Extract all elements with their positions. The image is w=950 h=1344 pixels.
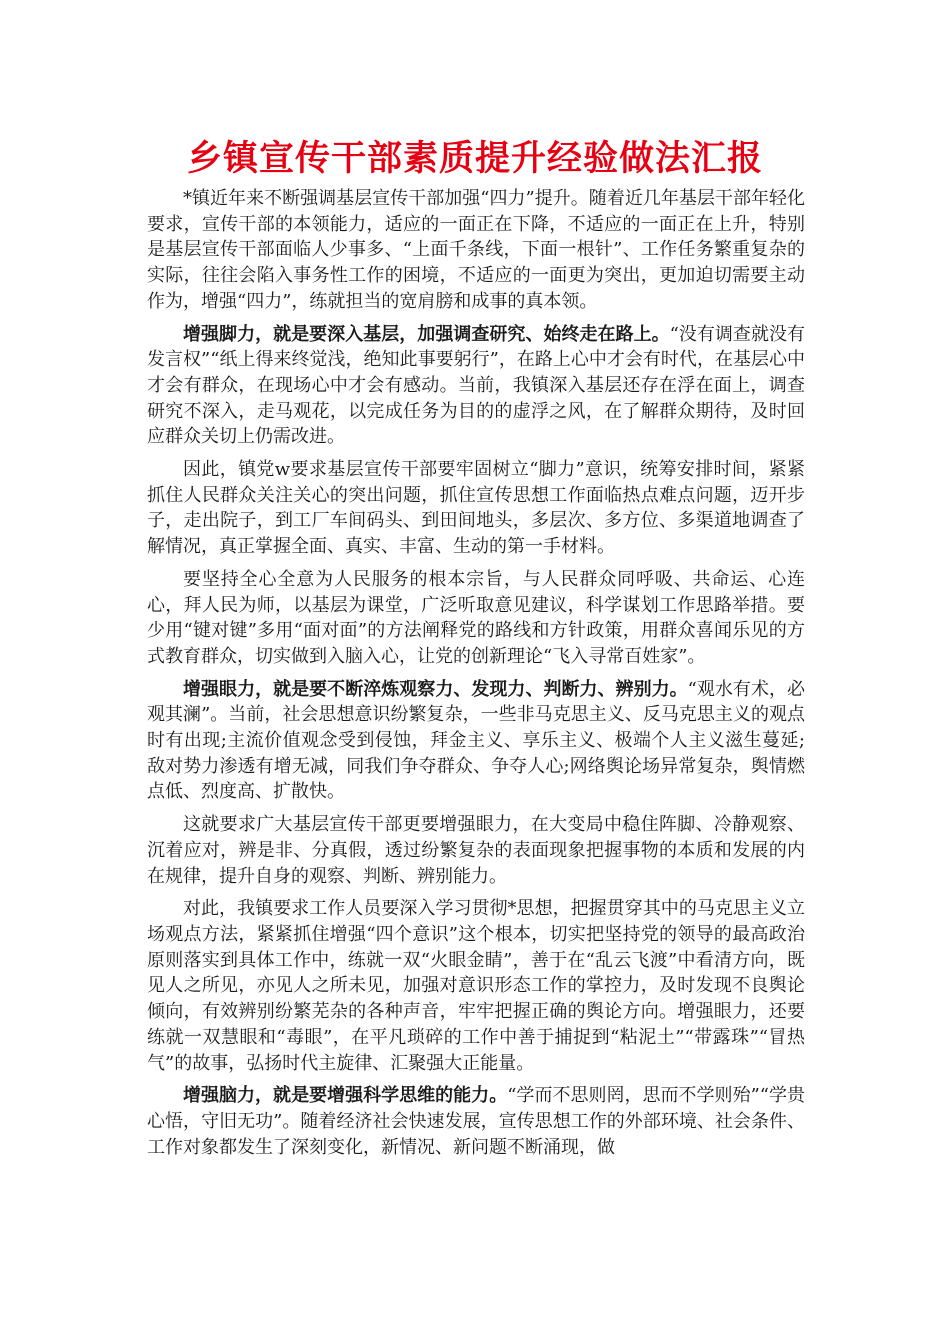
paragraph	[147, 186, 805, 315]
document-title: 乡镇宣传干部素质提升经验做法汇报	[186, 138, 763, 179]
paragraph	[147, 1083, 805, 1160]
paragraph-text: *镇近年来不断强调基层宣传干部加强“四力”提升。随着近几年基层干部年轻化要求，宣传干部的本领能力，适应的一面正在下降，不适应的一面正在上升，特别是基层宣传干部面临人少事多、“上面千条线，下面一根针”、工作任务繁重复杂的实际，往往会陷入事务性工作的困境，不适应的一面更为突出，更加迫切需要主动作为，增强“四力”，练就担当的宽肩膀和成事的真本领。	[147, 188, 805, 312]
paragraph-lead-sentence: 增强脑力，就是要增强科学思维的能力。	[183, 1085, 508, 1107]
document-body	[147, 186, 805, 1167]
paragraph-lead-sentence: 增强脚力，就是要深入基层，加强调查研究、始终走在路上。	[183, 323, 670, 345]
paragraph	[147, 677, 805, 806]
paragraph-text: “观水有术，必观其澜”。当前，社会思想意识纷繁复杂，一些非马克思主义、反马克思主义的观点时有出现;主流价值观念受到侵蚀，拜金主义、享乐主义、极端个人主义滋生蔓延;敌对势力渗透有增无减，同我们争夺群众、争夺人心;网络舆论场异常复杂，舆情燃点低、烈度高、扩散快。	[147, 678, 805, 803]
paragraph-lead-sentence: 增强眼力，就是要不断淬炼观察力、发现力、判断力、辨别力。	[183, 678, 688, 700]
paragraph	[147, 812, 805, 889]
paragraph	[147, 567, 805, 670]
paragraph-text: 要坚持全心全意为人民服务的根本宗旨，与人民群众同呼吸、共命运、心连心，拜人民为师，以基层为课堂，广泛听取意见建议，科学谋划工作思路举措。要少用“键对键”多用“面对面”的方法阐释党的路线和方针政策，用群众喜闻乐见的方式教育群众，切实做到入脑入心，让党的创新理论“飞入寻常百姓家”。	[147, 568, 805, 667]
paragraph-text: “学而不思则罔，思而不学则殆”“学贵心悟，守旧无功”。随着经济社会快速发展，宣传思想工作的外部环境、社会条件、工作对象都发生了深刻变化，新情况、新问题不断涌现，做	[147, 1085, 806, 1158]
paragraph-text: 对此，我镇要求工作人员要深入学习贯彻*思想，把握贯穿其中的马克思主义立场观点方法，紧紧抓住增强“四个意识”这个根本，切实把坚持党的领导的最高政治原则落实到具体工作中，练就一双“火眼金睛”，善于在“乱云飞渡”中看清方向，既见人之所见，亦见人之所未见，加强对意识形态工作的掌控力，及时发现不良舆论倾向，有效辨别纷繁芜杂的各种声音，牢牢把握正确的舆论方向。增强眼力，还要练就一双慧眼和“毒眼”，在平凡琐碎的工作中善于捕捉到“粘泥土”“带露珠”“冒热气”的故事，弘扬时代主旋律、汇聚强大正能量。	[147, 898, 805, 1074]
paragraph-text: 因此，镇党w要求基层宣传干部要牢固树立“脚力”意识，统筹安排时间，紧紧抓住人民群众关注关心的突出问题，抓住宣传思想工作面临热点难点问题，迈开步子，走出院子，到工厂车间码头、到田间地头，多层次、多方位、多渠道地调查了解情况，真正掌握全面、真实、丰富、生动的第一手材料。	[147, 459, 805, 558]
paragraph	[147, 322, 805, 451]
paragraph-text: 这就要求广大基层宣传干部更要增强眼力，在大变局中稳住阵脚、冷静观察、沉着应对，辨是非、分真假，透过纷繁复杂的表面现象把握事物的本质和发展的内在规律，提升自身的观察、判断、辨别能力。	[147, 814, 805, 887]
paragraph	[147, 896, 805, 1076]
paragraph	[147, 457, 805, 560]
paragraph-text: “没有调查就没有发言权”“纸上得来终觉浅，绝知此事要躬行”，在路上心中才会有时代，在基层心中才会有群众，在现场心中才会有感动。当前，我镇深入基层还存在浮在面上，调查研究不深入，走马观花，以完成任务为目的的虚浮之风，在了解群众期待，及时回应群众关切上仍需改进。	[147, 323, 806, 448]
